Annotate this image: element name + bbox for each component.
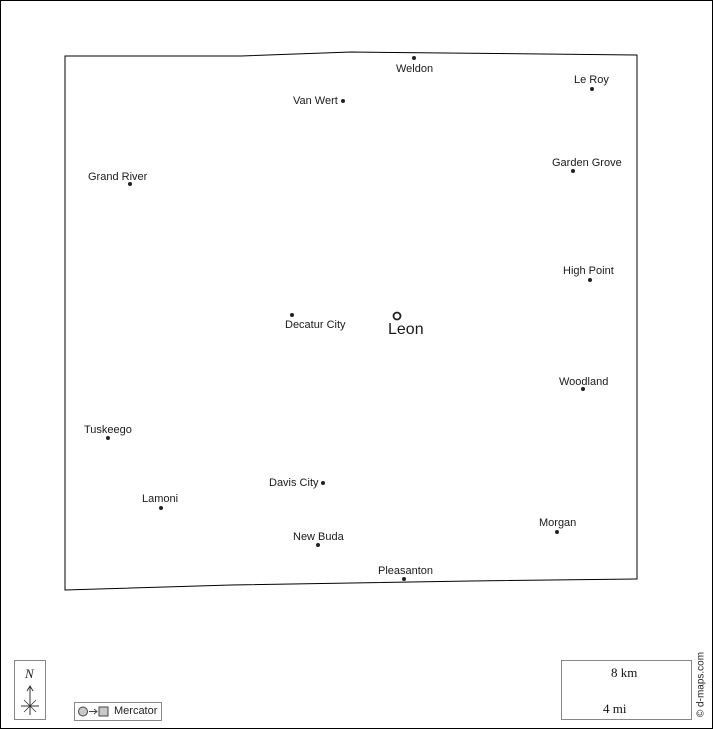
county-map-svg [1,1,712,728]
town-dot-morgan [555,530,559,534]
compass [14,660,46,720]
credit [693,651,709,723]
capital-marker-leon [394,313,401,320]
projection-label: Mercator [114,705,158,717]
place-label-davis-city: Davis City [269,477,319,489]
place-label-pleasanton: Pleasanton [378,565,434,577]
credit-text: © d-maps.com [695,651,707,718]
place-label-lamoni: Lamoni [142,493,179,505]
town-dot-lamoni [159,506,163,510]
town-dot-davis-city [321,481,325,485]
scale-legend [561,660,692,720]
place-label-grand-river: Grand River [88,171,148,183]
county-boundary [65,52,637,590]
globe-to-map-icon [75,703,113,720]
town-dot-high-point [588,278,592,282]
place-label-decatur-city: Decatur City [285,319,346,331]
projection-indicator [74,702,162,721]
place-label-morgan: Morgan [539,517,577,529]
place-label-garden-grove: Garden Grove [552,157,622,169]
place-label-le-roy: Le Roy [574,74,609,86]
town-dot-weldon [412,56,416,60]
town-dot-van-wert [341,99,345,103]
place-label-van-wert: Van Wert [293,95,338,107]
place-label-new-buda: New Buda [293,531,344,543]
place-label-weldon: Weldon [396,63,434,75]
town-dot-le-roy [590,87,594,91]
place-label-leon: Leon [388,321,424,338]
place-label-woodland: Woodland [559,376,609,388]
town-dot-decatur-city [290,313,294,317]
scale-km-label: 8 km [611,665,638,680]
place-label-high-point: High Point [563,265,614,277]
place-label-tuskeego: Tuskeego [84,424,132,436]
compass-rose-icon [15,661,45,719]
scale-mi-label: 4 mi [603,701,627,716]
compass-north-label: N [25,666,34,681]
